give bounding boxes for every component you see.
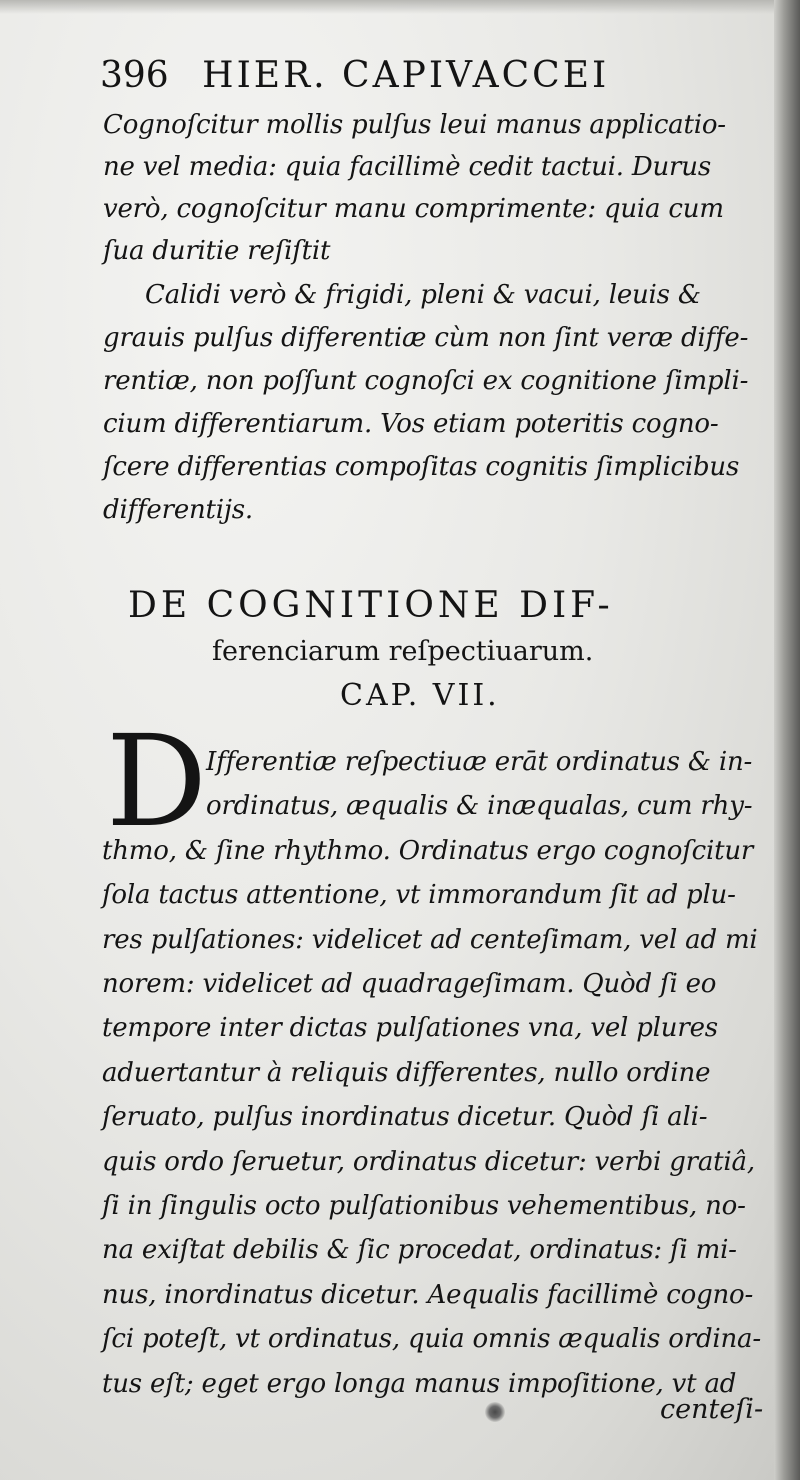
text-line: ſola tactus attentione, vt immorandum ſit ad plu- bbox=[102, 880, 736, 911]
text-line: Cognoſcitur mollis pulſus leui manus applicatio- bbox=[103, 110, 726, 140]
text-line: ſci poteſt, vt ordinatus, quia omnis æqualis ordina- bbox=[102, 1324, 761, 1355]
text-line: ne vel media: quia facillimè cedit tactui. Durus bbox=[103, 152, 711, 182]
text-line: thmo, & ſine rhythmo. Ordinatus ergo cognoſcitur bbox=[102, 835, 754, 866]
text-line: cium differentiarum. Vos etiam poteritis cogno- bbox=[103, 409, 719, 439]
text-line: ſeruato, pulſus inordinatus dicetur. Quòd ſi ali- bbox=[102, 1102, 708, 1133]
text-line: ſcere differentias compoſitas cognitis ſimplicibus bbox=[103, 452, 740, 482]
page-top-shadow bbox=[0, 0, 800, 14]
running-title: HIER. CAPIVACCEI bbox=[202, 55, 610, 96]
text-line: tus eſt; eget ergo longa manus impoſitione, vt ad bbox=[102, 1368, 737, 1399]
chapter-heading: DE COGNITIONE DIF- bbox=[128, 585, 614, 626]
text-line: tempore inter dictas pulſationes vna, vel plures bbox=[102, 1013, 718, 1044]
page-gutter-shadow bbox=[774, 0, 800, 1480]
text-line: rentiæ, non poſſunt cognoſci ex cognitione ſimpli- bbox=[103, 366, 749, 396]
ink-blot bbox=[485, 1402, 505, 1422]
text-line: ſua duritie reſiſtit bbox=[103, 236, 331, 266]
text-line: grauis pulſus differentiæ cùm non ſint veræ diffe- bbox=[103, 323, 749, 353]
text-line: na exiſtat debilis & ſic procedat, ordinatus: ſi mi- bbox=[102, 1235, 737, 1266]
text-line: differentijs. bbox=[103, 495, 253, 525]
text-line: ſi in ſingulis octo pulſationibus vehementibus, no- bbox=[102, 1191, 746, 1222]
chapter-number: CAP. VII. bbox=[340, 678, 500, 713]
text-line: aduertantur à reliquis differentes, nullo ordine bbox=[102, 1057, 711, 1088]
text-line: ordinatus, æqualis & inæqualas, cum rhy- bbox=[206, 791, 753, 822]
text-line: Calidi verò & frigidi, pleni & vacui, leuis & bbox=[145, 280, 701, 310]
page-number: 396 bbox=[100, 55, 169, 96]
chapter-subheading: ferenciarum reſpectiuarum. bbox=[212, 636, 594, 667]
catchword: centeſi- bbox=[660, 1394, 764, 1425]
paragraph-2 bbox=[103, 274, 748, 532]
drop-cap: D bbox=[106, 708, 208, 855]
text-line: res pulſationes: videlicet ad centeſimam, vel ad mi bbox=[102, 924, 758, 955]
text-line: norem: videlicet ad quadrageſimam. Quòd ſi eo bbox=[102, 969, 717, 1000]
text-line: verò, cognoſcitur manu comprimente: quia cum bbox=[103, 194, 724, 224]
page-header bbox=[100, 52, 680, 100]
text-line: Ifferentiæ reſpectiuæ erāt ordinatus & in- bbox=[206, 747, 753, 777]
text-line: quis ordo ſeruetur, ordinatus dicetur: verbi gratiâ, bbox=[102, 1146, 755, 1177]
paragraph-1 bbox=[103, 104, 726, 272]
text-line: nus, inordinatus dicetur. Aequalis facillimè cogno- bbox=[102, 1279, 754, 1310]
paragraph-3 bbox=[102, 740, 761, 1406]
